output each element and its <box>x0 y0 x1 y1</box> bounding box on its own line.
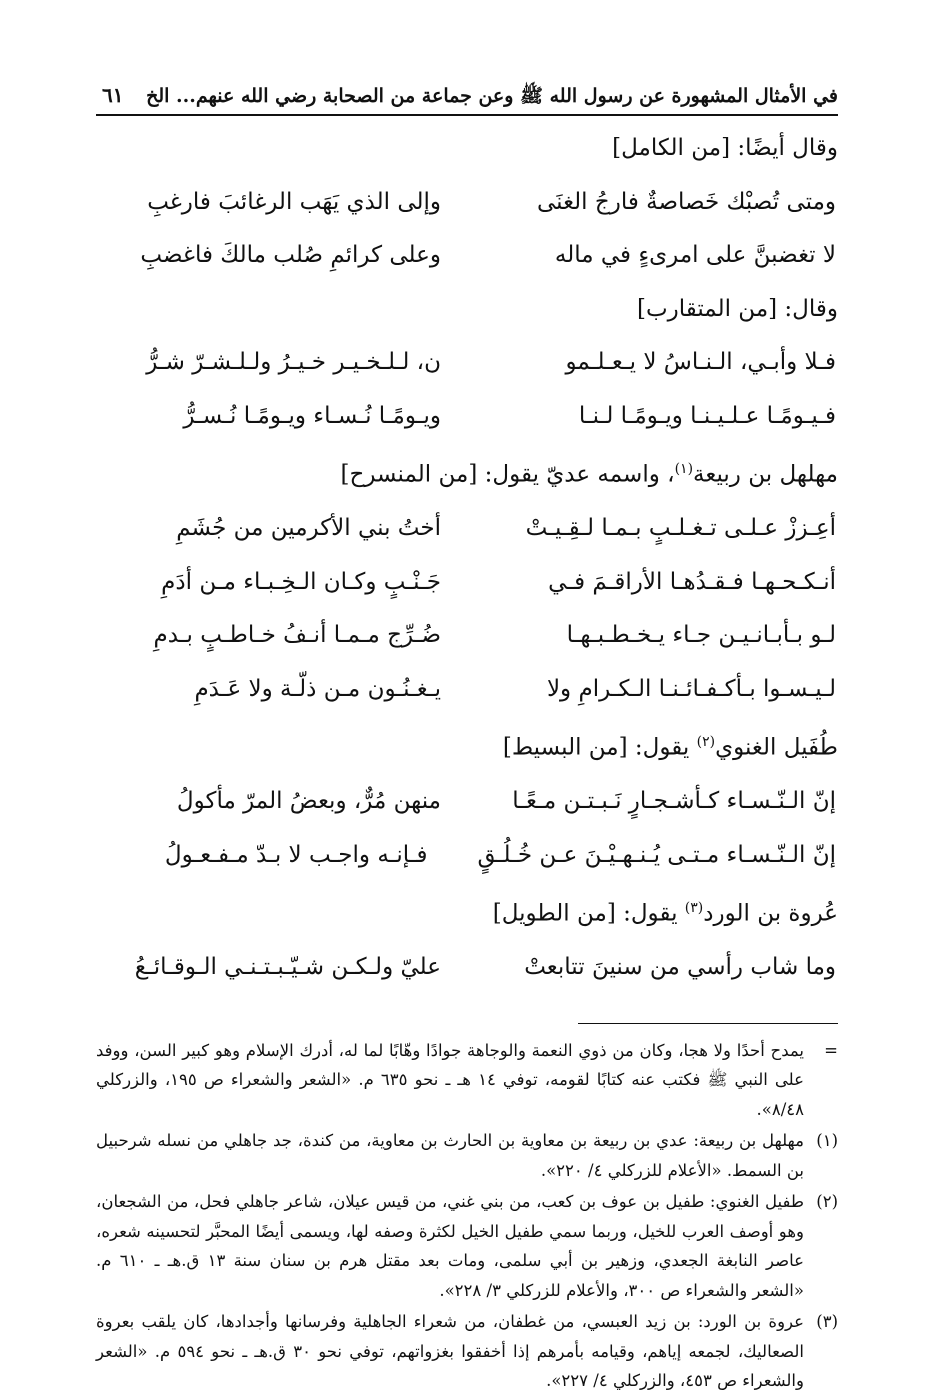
verse-first-hemistich: وما شاب رأسي من سنينَ تتابعتْ <box>524 954 836 981</box>
footnote <box>96 1126 838 1185</box>
footnote-mark: (٣) <box>816 1312 838 1332</box>
verse-first-hemistich: إنّ الـنّـسـاء كـأشـجـارٍ نَـبـتـن مـعًـا <box>512 788 836 815</box>
footnote-text: عروة بن الورد: بن زيد العبسي، من غطفان، من شعراء الجاهلية وفرسانها وأجدادها، كان يلقب بعروة الصعاليك، لجمعه إياهم، وقيامه بأمرهم إذا أخفقوا بغزواتهم، توفي نحو ٣٠ ق.هـ ـ نحو ٥٩٤ م. «الشعر والشعراء ص ٤٥٣، والزركلي ٤/ ٢٢٧». <box>96 1312 804 1391</box>
verse-first-hemistich: ومتى تُصبْك خَصاصةٌ فارجُ الغنَى <box>536 188 836 215</box>
verse-line <box>96 502 838 556</box>
footnote-ref[interactable]: (٢) <box>696 734 716 751</box>
verse-line <box>96 609 838 663</box>
verse-first-hemistich: فـيـومًـا عـلـيـنـا ويـومًـا لـنـا <box>578 402 836 429</box>
verse-line <box>96 829 838 883</box>
page-number: ٦١ <box>102 83 124 107</box>
poem-body <box>96 122 838 995</box>
verse-second-hemistich: أختُ بني الأكرمين من جُشَمِ <box>176 515 441 542</box>
verse-line <box>96 176 838 230</box>
running-header <box>96 76 838 116</box>
verse-first-hemistich: لـيـسـوا بـأكـفـائـنـا الـكـرامِ ولا <box>546 675 836 702</box>
footnote-text: مهلهل بن ربيعة: عدي بن ربيعة بن معاوية بن الحارث بن معاوية، من كندة، جد جاهلي من نسله شرحبيل بن السمط. «الأعلام للزركلي ٤/ ٢٢٠». <box>96 1131 804 1180</box>
verse-first-hemistich: لـو بـأبـانـيـن جـاء يـخـطـبـهـا <box>566 622 836 649</box>
verse-line <box>96 663 838 717</box>
book-page <box>96 76 838 1396</box>
verse-line <box>96 336 838 390</box>
footnotes <box>96 1036 838 1396</box>
verse-second-hemistich: منهن مُرٌّ، وبعضُ المرّ مأكولُ <box>176 788 441 815</box>
verse-intro: عُروة بن الورد$^{(٣)}$ يقول: [من الطويل] <box>492 900 838 927</box>
running-title: في الأمثال المشهورة عن رسول الله ﷺ وعن جماعة من الصحابة رضي الله عنهم... الخ <box>146 85 838 107</box>
verse-first-hemistich: لا تغضبنَّ على امرىءٍ في ماله <box>554 242 836 268</box>
verse-line <box>96 390 838 444</box>
verse-intro: وقال أيضًا: [من الكامل] <box>612 135 838 161</box>
verse-second-hemistich: فـإنـه واجـب لا بـدّ مـفـعـولُ <box>164 841 428 868</box>
footnote-ref[interactable]: (١) <box>674 461 694 477</box>
verse-second-hemistich: جَـنْـبٍ وكـان الـخِـبـاء مـن أدَمِ <box>161 568 441 595</box>
footnote <box>96 1036 838 1125</box>
footnote-mark: (٢) <box>816 1192 838 1212</box>
verse-first-hemistich: فـلا وأبـي، الـنـاسُ لا يـعـلـمو <box>565 349 836 375</box>
footnote-ref[interactable]: (٣) <box>684 900 704 917</box>
verse-second-hemistich: وإلى الذي يَهَب الرغائبَ فارغبِ <box>147 188 441 215</box>
verse-second-hemistich: ن، لـلـخـيـر خـيـرُ ولـلـشـرّ شـرُّ <box>146 349 441 375</box>
verse-second-hemistich: عليّ ولـكـن شـيّـبـتـنـي الـوقـائـعُ <box>134 954 441 981</box>
footnote-divider <box>578 1023 838 1024</box>
verse-first-hemistich: أعِـززْ عـلـى تـغـلـبٍ بـمـا لـقِـيـتْ <box>525 515 836 542</box>
footnote <box>96 1307 838 1396</box>
verse-intro: وقال: [من المتقارب] <box>636 295 838 322</box>
verse-intro: مهلهل بن ربيعة$^{(١)}$، واسمه عديّ يقول: [من المنسرح] <box>340 461 838 488</box>
verse-line <box>96 556 838 610</box>
footnote <box>96 1187 838 1305</box>
footnote-mark: = <box>824 1040 838 1060</box>
verse-line <box>96 775 838 829</box>
verse-first-hemistich: إنّ الـنّـسـاء مـتـى يُـنـهـيْـنَ عـن خُـلُـقٍ <box>477 841 836 868</box>
footnote-text: طفيل الغنوي: طفيل بن عوف بن كعب، من بني غني، من قيس عيلان، شاعر جاهلي فحل، من الشجعان، وهو أوصف العرب للخيل، وربما سمي طفيل الخيل لكثرة وصفه لها، ويسمى أيضًا المحبَّر لتحسينه شعره، عاصر النابغة الجعدي، وزهير بن أبي سلمى، ومات بعد مقتل هرم بن سنان سنة ١٣ ق.هـ ـ ٦١٠ م. «الشعر والشعراء ص ٣٠٠، والأعلام للزركلي ٣/ ٢٢٨». <box>96 1192 804 1300</box>
footnote-text: يمدح أحدًا ولا هجا، وكان من ذوي النعمة والوجاهة جوادًا وهّابًا لما له، أدرك الإسلام وهو كبير السن، ووفد على النبي ﷺ فكتب عنه كتابًا لقومه، توفي ١٤ هـ ـ نحو ٦٣٥ م. «الشعر والشعراء ص ١٩٥، والزركلي ٨/٤٨». <box>96 1040 804 1119</box>
verse-second-hemistich: يـغـنُـون مـن ذلّـة ولا عَـدَمِ <box>194 675 441 702</box>
footnote-mark: (١) <box>816 1131 838 1151</box>
verse-line <box>96 229 838 283</box>
verse-second-hemistich: ضُـرِّج مـمـا أنـفُ خـاطـبٍ بـدمِ <box>153 622 441 649</box>
verse-first-hemistich: أنـكـحـهـا فـقـدُهـا الأراقـمَ فـي <box>548 568 836 595</box>
verse-line <box>96 941 838 995</box>
verse-second-hemistich: ويـومًـا نُـسـاء ويـومًـا نُـسـرُّ <box>183 402 441 429</box>
verse-second-hemistich: وعلى كرائمِ صُلب مالكَ فاغضبِ <box>140 242 441 268</box>
verse-intro: طُفَيل الغنوي$^{(٢)}$ يقول: [من البسيط] <box>502 734 838 761</box>
